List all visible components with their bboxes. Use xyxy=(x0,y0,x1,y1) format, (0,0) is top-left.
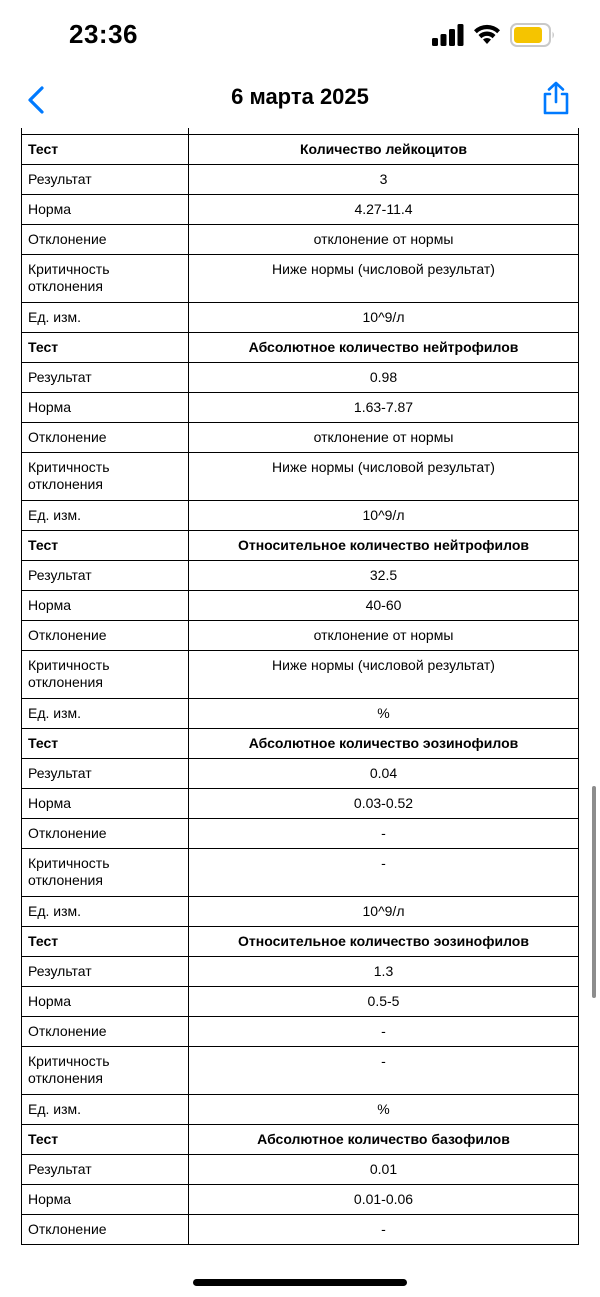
unit-row xyxy=(22,501,579,531)
norm-row xyxy=(22,987,579,1017)
row-label: Тест xyxy=(22,333,189,363)
wifi-icon xyxy=(472,22,502,46)
row-value: отклонение от нормы xyxy=(189,621,579,651)
row-label: Критичность отклонения xyxy=(22,849,189,897)
row-label: Результат xyxy=(22,957,189,987)
row-value: - xyxy=(189,849,579,897)
row-label: Отклонение xyxy=(22,819,189,849)
row-value: отклонение от нормы xyxy=(189,225,579,255)
row-label: Критичность отклонения xyxy=(22,1047,189,1095)
row-value: Относительное количество эозинофилов xyxy=(189,927,579,957)
scroll-indicator[interactable] xyxy=(592,786,596,998)
row-value: 0.98 xyxy=(189,363,579,393)
norm-row xyxy=(22,789,579,819)
deviation-row xyxy=(22,1017,579,1047)
status-bar xyxy=(0,0,600,70)
row-label: Критичность отклонения xyxy=(22,651,189,699)
norm-row xyxy=(22,393,579,423)
row-value: отклонение от нормы xyxy=(189,423,579,453)
row-value: 0.5-5 xyxy=(189,987,579,1017)
norm-row xyxy=(22,591,579,621)
row-value: Относительное количество нейтрофилов xyxy=(189,531,579,561)
results-table-container[interactable] xyxy=(21,128,579,1251)
deviation-row xyxy=(22,225,579,255)
row-label: Норма xyxy=(22,393,189,423)
criticality-row xyxy=(22,255,579,303)
page-title: 6 марта 2025 xyxy=(231,84,369,109)
unit-row xyxy=(22,699,579,729)
row-label: Результат xyxy=(22,165,189,195)
row-label: Результат xyxy=(22,561,189,591)
row-label: Ед. изм. xyxy=(22,897,189,927)
criticality-row xyxy=(22,453,579,501)
criticality-row xyxy=(22,651,579,699)
row-label: Тест xyxy=(22,1125,189,1155)
row-value: 3 xyxy=(189,165,579,195)
row-value: 10^9/л xyxy=(189,303,579,333)
row-label: Отклонение xyxy=(22,1215,189,1245)
row-label: Результат xyxy=(22,363,189,393)
deviation-row xyxy=(22,1215,579,1245)
row-label: Отклонение xyxy=(22,621,189,651)
deviation-row xyxy=(22,819,579,849)
status-time: 23:36 xyxy=(69,19,138,49)
row-value: 0.04 xyxy=(189,759,579,789)
row-value: Абсолютное количество эозинофилов xyxy=(189,729,579,759)
row-value: Абсолютное количество нейтрофилов xyxy=(189,333,579,363)
row-value: - xyxy=(189,1047,579,1095)
row-label: Ед. изм. xyxy=(22,501,189,531)
row-label: Норма xyxy=(22,789,189,819)
test-name-row xyxy=(22,729,579,759)
row-label: Тест xyxy=(22,729,189,759)
row-value: 0.01-0.06 xyxy=(189,1185,579,1215)
row-value: % xyxy=(189,699,579,729)
row-label: Ед. изм. xyxy=(22,303,189,333)
row-label: Результат xyxy=(22,759,189,789)
home-indicator[interactable] xyxy=(193,1279,407,1286)
row-value: 32.5 xyxy=(189,561,579,591)
norm-row xyxy=(22,195,579,225)
unit-row xyxy=(22,897,579,927)
row-label: Отклонение xyxy=(22,423,189,453)
row-value: 0.03-0.52 xyxy=(189,789,579,819)
row-value: Количество лейкоцитов xyxy=(189,135,579,165)
row-value: % xyxy=(189,1095,579,1125)
row-label: Норма xyxy=(22,591,189,621)
cellular-signal-icon xyxy=(432,24,464,46)
row-value: Ниже нормы (числовой результат) xyxy=(189,453,579,501)
result-row xyxy=(22,561,579,591)
criticality-row xyxy=(22,849,579,897)
result-row xyxy=(22,1155,579,1185)
battery-icon xyxy=(510,23,556,47)
result-row xyxy=(22,759,579,789)
result-row xyxy=(22,363,579,393)
row-label: Ед. изм. xyxy=(22,699,189,729)
row-label: Ед. изм. xyxy=(22,1095,189,1125)
row-value: 10^9/л xyxy=(189,897,579,927)
row-label: Отклонение xyxy=(22,1017,189,1047)
unit-row xyxy=(22,1095,579,1125)
test-name-row xyxy=(22,1125,579,1155)
row-label: Тест xyxy=(22,531,189,561)
row-label: Норма xyxy=(22,195,189,225)
row-value: - xyxy=(189,1017,579,1047)
results-table xyxy=(21,134,579,1245)
row-label: Критичность отклонения xyxy=(22,453,189,501)
share-icon[interactable] xyxy=(540,80,572,116)
row-label: Критичность отклонения xyxy=(22,255,189,303)
row-label: Норма xyxy=(22,1185,189,1215)
row-value: Абсолютное количество базофилов xyxy=(189,1125,579,1155)
row-value: Ниже нормы (числовой результат) xyxy=(189,651,579,699)
criticality-row xyxy=(22,1047,579,1095)
unit-row xyxy=(22,303,579,333)
deviation-row xyxy=(22,423,579,453)
row-value: 1.63-7.87 xyxy=(189,393,579,423)
row-value: 40-60 xyxy=(189,591,579,621)
row-label: Результат xyxy=(22,1155,189,1185)
row-value: - xyxy=(189,1215,579,1245)
row-label: Тест xyxy=(22,135,189,165)
row-label: Отклонение xyxy=(22,225,189,255)
test-name-row xyxy=(22,135,579,165)
norm-row xyxy=(22,1185,579,1215)
deviation-row xyxy=(22,621,579,651)
result-row xyxy=(22,165,579,195)
row-value: 4.27-11.4 xyxy=(189,195,579,225)
row-value: 1.3 xyxy=(189,957,579,987)
test-name-row xyxy=(22,333,579,363)
result-row xyxy=(22,957,579,987)
row-value: - xyxy=(189,819,579,849)
row-label: Тест xyxy=(22,927,189,957)
test-name-row xyxy=(22,531,579,561)
test-name-row xyxy=(22,927,579,957)
row-value: 10^9/л xyxy=(189,501,579,531)
row-value: 0.01 xyxy=(189,1155,579,1185)
navigation-bar xyxy=(0,70,600,128)
row-label: Норма xyxy=(22,987,189,1017)
row-value: Ниже нормы (числовой результат) xyxy=(189,255,579,303)
